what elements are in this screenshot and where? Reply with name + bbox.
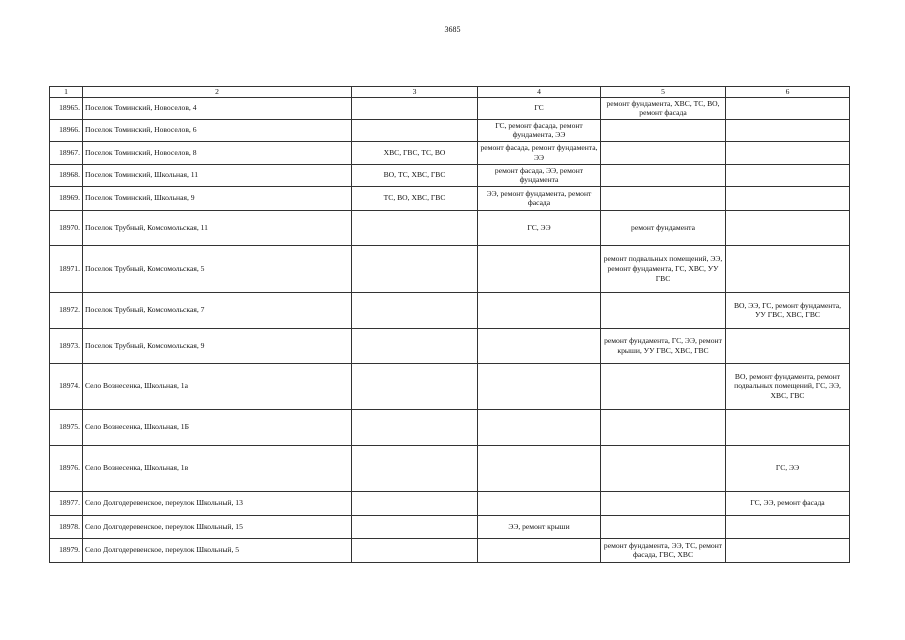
table-row	[50, 328, 850, 363]
address-cell: Поселок Томинский, Новоселов, 6	[83, 119, 352, 141]
work-type-cell: ремонт фасада, ЭЭ, ремонт фундамента	[478, 164, 601, 186]
work-type-cell	[352, 538, 478, 562]
row-number: 18975.	[50, 409, 83, 445]
row-number: 18976.	[50, 445, 83, 491]
row-number: 18974.	[50, 363, 83, 409]
row-number: 18979.	[50, 538, 83, 562]
work-type-cell	[478, 491, 601, 515]
work-type-cell	[352, 409, 478, 445]
work-type-cell: ремонт фасада, ремонт фундамента, ЭЭ	[478, 141, 601, 164]
address-cell: Село Долгодеревенское, переулок Школьный, 5	[83, 538, 352, 562]
page-number: 3685	[444, 25, 461, 34]
work-type-cell	[726, 515, 850, 538]
address-cell: Поселок Томинский, Новоселов, 8	[83, 141, 352, 164]
table-row	[50, 491, 850, 515]
work-type-cell	[352, 363, 478, 409]
work-type-cell	[726, 186, 850, 210]
work-type-cell	[601, 363, 726, 409]
table-row	[50, 210, 850, 245]
row-number: 18965.	[50, 97, 83, 119]
table-row	[50, 292, 850, 328]
column-header: 1	[50, 87, 83, 98]
work-type-cell: ГС, ЭЭ	[478, 210, 601, 245]
work-type-cell	[352, 328, 478, 363]
table-row	[50, 445, 850, 491]
work-type-cell: ремонт подвальных помещений, ЭЭ, ремонт фундамента, ГС, ХВС, УУ ГВС	[601, 245, 726, 292]
work-type-cell: ГС	[478, 97, 601, 119]
column-header: 3	[352, 87, 478, 98]
work-type-cell	[601, 445, 726, 491]
work-type-cell	[478, 538, 601, 562]
work-type-cell	[726, 245, 850, 292]
row-number: 18966.	[50, 119, 83, 141]
work-type-cell	[352, 210, 478, 245]
address-cell: Поселок Томинский, Школьная, 11	[83, 164, 352, 186]
address-cell: Поселок Трубный, Комсомольская, 7	[83, 292, 352, 328]
work-type-cell	[352, 292, 478, 328]
work-type-cell	[726, 409, 850, 445]
work-type-cell	[352, 245, 478, 292]
address-cell: Поселок Трубный, Комсомольская, 5	[83, 245, 352, 292]
table-row	[50, 538, 850, 562]
work-type-cell	[601, 141, 726, 164]
header-row	[50, 87, 850, 98]
address-cell: Поселок Трубный, Комсомольская, 11	[83, 210, 352, 245]
address-cell: Село Долгодеревенское, переулок Школьный, 15	[83, 515, 352, 538]
work-type-cell: ВО, ЭЭ, ГС, ремонт фундамента, УУ ГВС, ХВС, ГВС	[726, 292, 850, 328]
table-row	[50, 186, 850, 210]
table-row	[50, 141, 850, 164]
work-type-cell: ГС, ремонт фасада, ремонт фундамента, ЭЭ	[478, 119, 601, 141]
row-number: 18968.	[50, 164, 83, 186]
repair-registry-table	[49, 86, 850, 563]
work-type-cell	[601, 186, 726, 210]
work-type-cell: ремонт фундамента	[601, 210, 726, 245]
work-type-cell: ГС, ЭЭ	[726, 445, 850, 491]
work-type-cell	[726, 210, 850, 245]
address-cell: Село Долгодеревенское, переулок Школьный, 13	[83, 491, 352, 515]
work-type-cell	[601, 491, 726, 515]
row-number: 18971.	[50, 245, 83, 292]
row-number: 18972.	[50, 292, 83, 328]
address-cell: Село Вознесенка, Школьная, 1а	[83, 363, 352, 409]
work-type-cell: ЭЭ, ремонт крыши	[478, 515, 601, 538]
work-type-cell	[601, 119, 726, 141]
table-row	[50, 245, 850, 292]
row-number: 18978.	[50, 515, 83, 538]
row-number: 18977.	[50, 491, 83, 515]
address-cell: Поселок Томинский, Школьная, 9	[83, 186, 352, 210]
table-row	[50, 409, 850, 445]
address-cell: Село Вознесенка, Школьная, 1в	[83, 445, 352, 491]
work-type-cell	[726, 164, 850, 186]
address-cell: Поселок Томинский, Новоселов, 4	[83, 97, 352, 119]
work-type-cell	[726, 97, 850, 119]
work-type-cell: ГС, ЭЭ, ремонт фасада	[726, 491, 850, 515]
column-header: 4	[478, 87, 601, 98]
column-header: 6	[726, 87, 850, 98]
row-number: 18969.	[50, 186, 83, 210]
work-type-cell	[352, 119, 478, 141]
column-header: 2	[83, 87, 352, 98]
work-type-cell	[726, 141, 850, 164]
address-cell: Поселок Трубный, Комсомольская, 9	[83, 328, 352, 363]
work-type-cell: ХВС, ГВС, ТС, ВО	[352, 141, 478, 164]
work-type-cell	[478, 445, 601, 491]
row-number: 18967.	[50, 141, 83, 164]
work-type-cell	[726, 119, 850, 141]
work-type-cell	[478, 328, 601, 363]
table-row	[50, 97, 850, 119]
work-type-cell	[478, 292, 601, 328]
work-type-cell	[478, 363, 601, 409]
work-type-cell	[352, 445, 478, 491]
work-type-cell: ЭЭ, ремонт фундамента, ремонт фасада	[478, 186, 601, 210]
table-row	[50, 119, 850, 141]
work-type-cell	[478, 245, 601, 292]
work-type-cell	[352, 97, 478, 119]
work-type-cell: ремонт фундамента, ХВС, ТС, ВО, ремонт фасада	[601, 97, 726, 119]
work-type-cell: ТС, ВО, ХВС, ГВС	[352, 186, 478, 210]
table-row	[50, 515, 850, 538]
work-type-cell	[601, 292, 726, 328]
table-row	[50, 363, 850, 409]
row-number: 18973.	[50, 328, 83, 363]
work-type-cell	[352, 515, 478, 538]
work-type-cell	[601, 515, 726, 538]
address-cell: Село Вознесенка, Школьная, 1Б	[83, 409, 352, 445]
row-number: 18970.	[50, 210, 83, 245]
work-type-cell	[726, 328, 850, 363]
work-type-cell	[352, 491, 478, 515]
work-type-cell: ВО, ТС, ХВС, ГВС	[352, 164, 478, 186]
work-type-cell: ВО, ремонт фундамента, ремонт подвальных помещений, ГС, ЭЭ, ХВС, ГВС	[726, 363, 850, 409]
column-header: 5	[601, 87, 726, 98]
table-row	[50, 164, 850, 186]
work-type-cell	[726, 538, 850, 562]
work-type-cell	[601, 409, 726, 445]
work-type-cell	[601, 164, 726, 186]
work-type-cell: ремонт фундамента, ЭЭ, ТС, ремонт фасада, ГВС, ХВС	[601, 538, 726, 562]
work-type-cell	[478, 409, 601, 445]
work-type-cell: ремонт фундамента, ГС, ЭЭ, ремонт крыши, УУ ГВС, ХВС, ГВС	[601, 328, 726, 363]
